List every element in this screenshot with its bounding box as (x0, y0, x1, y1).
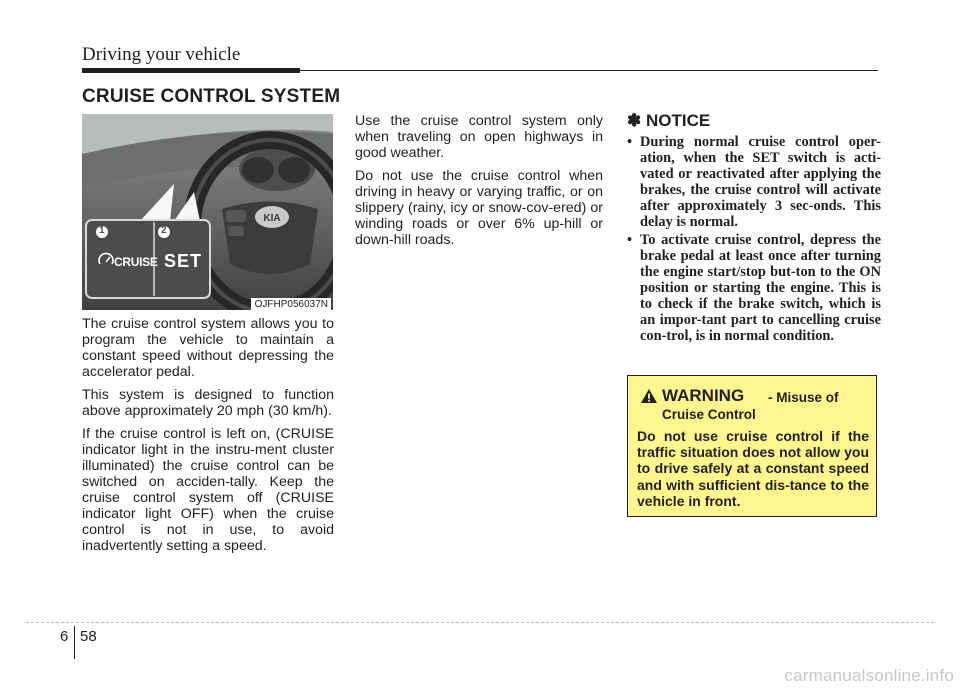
notice-item: • During normal cruise control oper-ation, when the SET switch is acti-vated or reactivated after applying the brakes, the cruise control will activate after approximately 3 sec-onds. This delay is normal. (627, 134, 881, 231)
warning-subtitle-2: Cruise Control (662, 407, 756, 422)
figure-code: OJFHP056037N (251, 298, 331, 310)
warning-title: WARNING (662, 386, 745, 405)
footer-separator (74, 626, 75, 659)
notice-title: NOTICE (645, 111, 711, 130)
warning-subtitle-1: - Misuse of (768, 390, 839, 405)
header-rule-thin (300, 70, 878, 71)
body-column-left (82, 316, 334, 561)
chapter-number: 6 (60, 628, 69, 645)
callout-number-2: 2 (161, 225, 167, 236)
footer-rule (26, 622, 934, 623)
paragraph-restrictions: Do not use the cruise control when driving in heavy or varying traffic, or on slippery (rainy, icy or snow-cov-ered) or winding roads or over 6% up-hill or down-hill roads. (355, 168, 603, 248)
body-column-middle (355, 113, 603, 255)
paragraph-intro: The cruise control system allows you to program the vehicle to maintain a constant speed without depressing the accelerator pedal. (82, 316, 334, 380)
warning-box (627, 375, 877, 517)
cruise-button-label: CRUISE (114, 255, 158, 269)
bullet-icon: • (627, 231, 633, 248)
set-button-label: SET (164, 251, 203, 271)
kia-logo-icon: KIA (263, 213, 281, 224)
paragraph-speed: This system is designed to function above approximately 20 mph (30 km/h). (82, 387, 334, 419)
notice-item: • To activate cruise control, depress the brake pedal at least once after turning the engine start/stop but-ton to the ON position or starting the engine. This is to check if the brake switch, which is an impor-tant part to cancelling cruise con-trol, is in normal condition. (627, 231, 881, 345)
cruise-control-illustration (82, 114, 333, 310)
running-header: Driving your vehicle (82, 44, 241, 65)
steering-wheel-icon (82, 114, 333, 310)
warning-triangle-icon (640, 388, 658, 404)
notice-list (627, 134, 881, 345)
notice-symbol-icon: ✽ (627, 111, 642, 130)
notice-heading (627, 111, 710, 131)
paragraph-caution: If the cruise control is left on, (CRUISE indicator light in the instru-ment cluster illuminated) the cruise control can be switched on acciden-tally. Keep the cruise control system off (CRUISE indicator light OFF) when the cruise control is not in use, to avoid inadvertently setting a speed. (82, 426, 334, 554)
warning-body: Do not use cruise control if the traffic situation does not allow you to drive safely at a constant speed and with sufficient dis-tance to the vehicle in front. (637, 428, 869, 509)
bullet-icon: • (627, 134, 633, 150)
page-number: 58 (80, 628, 97, 645)
callout-number-1: 1 (99, 225, 105, 236)
watermark-link[interactable]: carmanualsonline.info (784, 666, 954, 685)
header-rule-thick (82, 68, 300, 73)
section-title: CRUISE CONTROL SYSTEM (82, 86, 341, 107)
paragraph-usage: Use the cruise control system only when traveling on open highways in good weather. (355, 113, 603, 161)
